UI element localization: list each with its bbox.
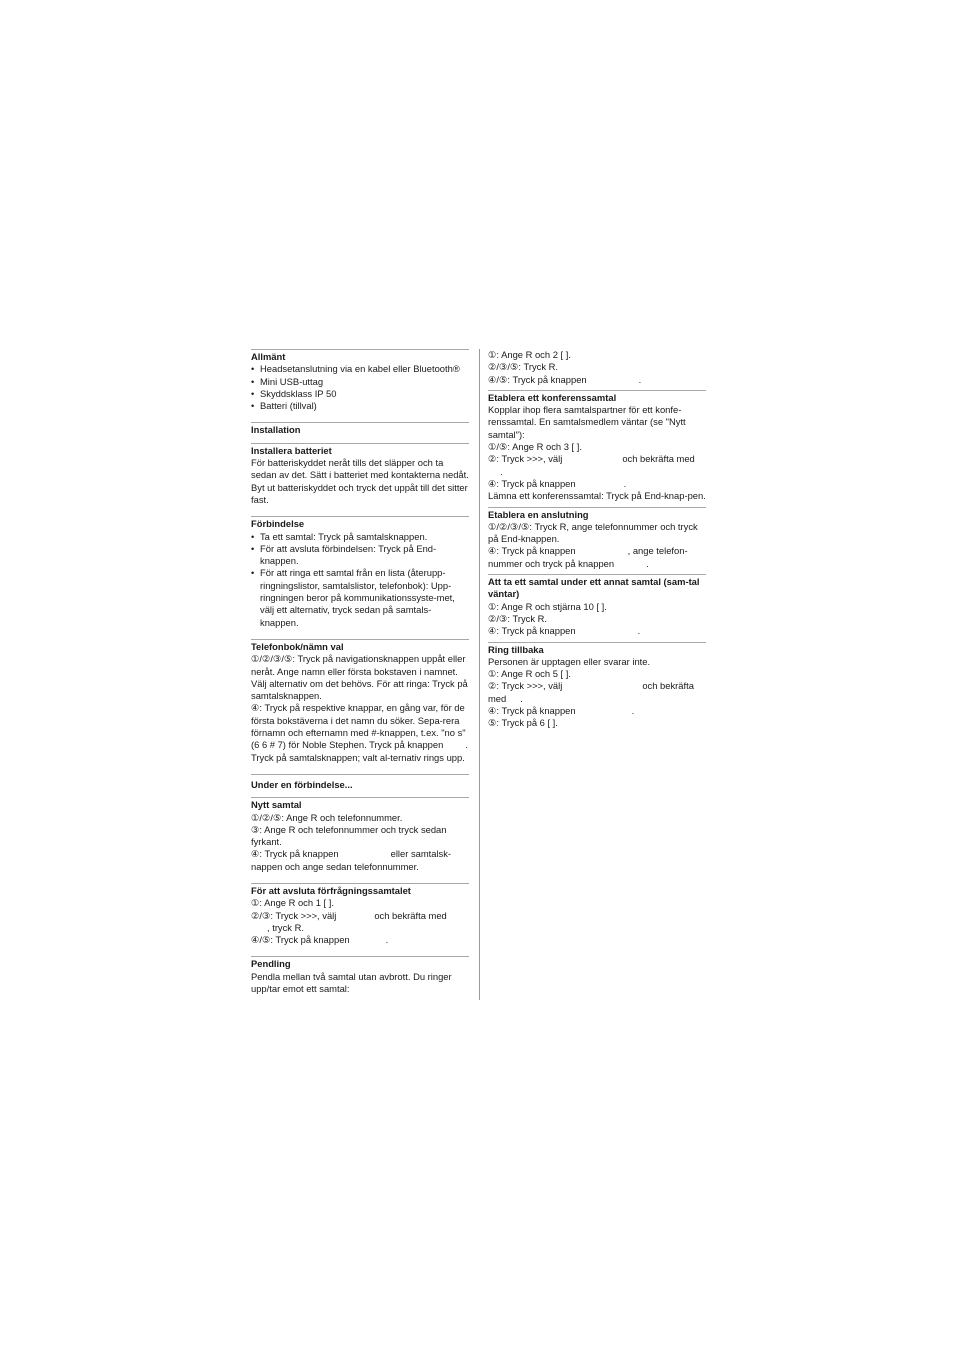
left-column xyxy=(251,349,469,1005)
ring-tillbaka-text: Personen är upptagen eller svarar inte. xyxy=(488,655,651,667)
ring-tillbaka-line-2 xyxy=(488,680,706,705)
heading-telefonbok: Telefonbok/nämn val xyxy=(251,640,344,652)
konferens-line-1: ①/⑤: Ange R och 3 [ ]. xyxy=(488,441,582,453)
heading-installera-batteriet: Installera batteriet xyxy=(251,444,332,456)
nytt-samtal-line-3b: eller samtalsk-nappen och ange sedan telefonnummer. xyxy=(251,848,452,872)
annat-samtal-line-1: ①: Ange R och stjärna 10 [ ]. xyxy=(488,600,607,612)
forfragning-line-3 xyxy=(251,934,469,946)
pendling-cont-line-2: ②/③/⑤: Tryck R. xyxy=(488,361,559,373)
forfragning-line-2c: , tryck R. xyxy=(267,921,304,933)
annat-samtal-line-3b: . xyxy=(637,625,641,637)
konferens-line-2b: och bekräfta med xyxy=(622,453,695,465)
ring-tillbaka-line-3a: ④: Tryck på knappen xyxy=(488,705,576,717)
section-pendling xyxy=(251,956,469,995)
heading-forbindelse: Förbindelse xyxy=(251,518,305,530)
heading-installation: Installation xyxy=(251,424,301,436)
konferens-line-2 xyxy=(488,453,706,478)
right-column xyxy=(488,349,706,740)
heading-anslutning: Etablera en anslutning xyxy=(488,508,589,520)
section-allmant xyxy=(251,349,469,412)
annat-samtal-line-3 xyxy=(488,625,706,637)
forfragning-line-2b: och bekräfta med xyxy=(374,909,447,921)
list-item: • För att avsluta förbindelsen: Tryck på End-knappen. xyxy=(251,543,469,568)
pendling-cont-line-3a: ④/⑤: Tryck på knappen xyxy=(488,373,587,385)
ring-tillbaka-line-2a: ②: Tryck >>>, välj xyxy=(488,680,563,692)
ring-tillbaka-line-2c: . xyxy=(520,692,523,704)
section-installation xyxy=(251,422,469,436)
ring-tillbaka-line-3b: . xyxy=(631,705,635,717)
konferens-line-3a: ④: Tryck på knappen xyxy=(488,477,576,489)
telefonbok-text-1: ①/②/③/⑤: Tryck på navigationsknappen uppåt eller neråt. Ange namn eller första bokstaven i namnet. Välj alternativ om det behövs. För att ringa: Tryck på samtalsknappen. xyxy=(251,653,468,702)
pendling-text: Pendla mellan två samtal utan avbrott. Du ringer upp/tar emot ett samtal: xyxy=(251,970,452,995)
list-item: • Batteri (tillval) xyxy=(251,400,469,412)
column-divider xyxy=(479,349,480,1000)
installera-batteriet-text: För batteriskyddet neråt tills det släpper och ta sedan av det. Sätt i batteriet med kontakterna nedåt. Byt ut batteriskyddet och tryck det uppåt till det sitter fast. xyxy=(251,457,469,505)
pendling-cont-line-3b: . xyxy=(638,373,642,385)
section-under xyxy=(251,774,469,791)
heading-annat-samtal: Att ta ett samtal under ett annat samtal (sam-tal väntar) xyxy=(488,576,700,600)
anslutning-line-2b: , ange telefon-nummer och tryck på knappen xyxy=(488,545,688,569)
section-annat-samtal xyxy=(488,574,706,637)
section-nytt-samtal xyxy=(251,797,469,873)
anslutning-line-2c: . xyxy=(646,557,649,569)
ring-tillbaka-line-2b: och bekräfta med xyxy=(488,680,694,704)
anslutning-line-2a: ④: Tryck på knappen xyxy=(488,545,576,557)
heading-ring-tillbaka: Ring tillbaka xyxy=(488,643,544,655)
heading-konferens: Etablera ett konferenssamtal xyxy=(488,391,617,403)
list-item: • Ta ett samtal: Tryck på samtalsknappen. xyxy=(251,531,469,543)
konferens-line-2a: ②: Tryck >>>, välj xyxy=(488,453,563,465)
section-konferens xyxy=(488,390,706,503)
nytt-samtal-line-2: ③: Ange R och telefonnummer och tryck sedan fyrkant. xyxy=(251,823,447,848)
konferens-line-2c: . xyxy=(500,465,503,477)
list-item: • Headsetanslutning via en kabel eller Bluetooth® xyxy=(251,363,469,375)
section-ring-tillbaka xyxy=(488,642,706,730)
list-item: • För att ringa ett samtal från en lista (återupp-ringningslistor, samtalslistor, telefonbok): Upp-ringningen beror på kommunikationssyste-met, välj ett alternativ, tryck sedan på samtals-knappen. xyxy=(251,567,469,628)
annat-samtal-line-3a: ④: Tryck på knappen xyxy=(488,625,576,637)
telefonbok-text-2b: . Tryck på samtalsknappen; valt al-ternativ rings upp. xyxy=(251,739,468,763)
telefonbok-text-2 xyxy=(251,702,469,763)
section-anslutning xyxy=(488,507,706,570)
forfragning-line-2 xyxy=(251,910,469,935)
forfragning-line-1: ①: Ange R och 1 [ ]. xyxy=(251,897,334,909)
konferens-line-3 xyxy=(488,478,706,490)
forfragning-line-2a: ②/③: Tryck >>>, välj xyxy=(251,909,337,921)
list-item: • Skyddsklass IP 50 xyxy=(251,388,469,400)
nytt-samtal-line-3 xyxy=(251,848,469,873)
telefonbok-text-2a: ④: Tryck på respektive knappar, en gång var, för de första bokstäverna i det namn du söker. Sepa-rera förnamn och efternamn med #-knappen, t.ex. "no s" (6 6 # 7) för Noble Stephen. Tryck på knappen xyxy=(251,702,466,751)
konferens-line-3b: . xyxy=(623,477,627,489)
nytt-samtal-line-1: ①/②/⑤: Ange R och telefonnummer. xyxy=(251,811,403,823)
ring-tillbaka-line-4: ⑤: Tryck på 6 [ ]. xyxy=(488,717,558,729)
section-pendling-cont xyxy=(488,349,706,386)
forfragning-line-3b: . xyxy=(385,934,389,946)
section-forfragning xyxy=(251,883,469,946)
pendling-cont-line-3 xyxy=(488,374,706,386)
heading-allmant: Allmänt xyxy=(251,351,286,362)
heading-nytt-samtal: Nytt samtal xyxy=(251,799,302,811)
heading-under: Under en förbindelse... xyxy=(251,778,353,790)
section-forbindelse xyxy=(251,516,469,629)
forfragning-line-3a: ④/⑤: Tryck på knappen xyxy=(251,934,350,946)
ring-tillbaka-line-3 xyxy=(488,705,706,717)
anslutning-line-1: ①/②/③/⑤: Tryck R, ange telefonnummer och tryck på End-knappen. xyxy=(488,520,698,545)
nytt-samtal-line-3a: ④: Tryck på knappen xyxy=(251,848,339,860)
section-installera-batteriet xyxy=(251,443,469,506)
konferens-text: Kopplar ihop flera samtalspartner för ett konfe-renssamtal. En samtalsmedlem väntar (se "Nytt samtal"): xyxy=(488,404,686,440)
allmant-list xyxy=(251,363,469,412)
section-telefonbok xyxy=(251,639,469,764)
anslutning-line-2 xyxy=(488,545,706,570)
annat-samtal-line-2: ②/③: Tryck R. xyxy=(488,612,547,624)
pendling-cont-line-1: ①: Ange R och 2 [ ]. xyxy=(488,349,571,360)
list-item: • Mini USB-uttag xyxy=(251,376,469,388)
ring-tillbaka-line-1: ①: Ange R och 5 [ ]. xyxy=(488,668,571,680)
heading-pendling: Pendling xyxy=(251,958,291,970)
heading-forfragning: För att avsluta förfrågningssamtalet xyxy=(251,884,411,896)
konferens-line-4: Lämna ett konferenssamtal: Tryck på End-knap-pen. xyxy=(488,490,706,502)
forbindelse-list xyxy=(251,531,469,629)
